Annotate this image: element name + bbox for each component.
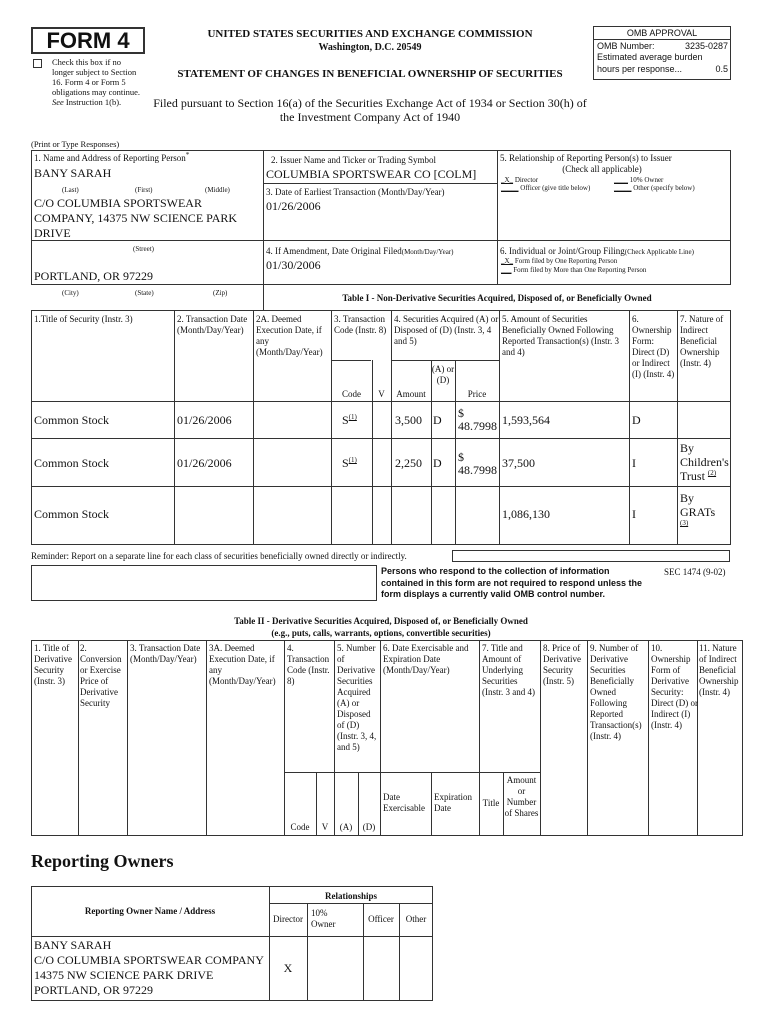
omb-hours-label: hours per response... xyxy=(597,64,683,74)
table1-title: Table I - Non-Derivative Securities Acquired, Disposed of, or Beneficially Owned xyxy=(342,293,652,303)
table2-subtitle: (e.g., puts, calls, warrants, options, convertible securities) xyxy=(271,628,491,638)
t2-h-underlying: 7. Title and Amount of Underlying Securities (Instr. 3 and 4) xyxy=(482,643,535,697)
group-opt1-text: Form filed by One Reporting Person xyxy=(514,257,618,265)
reporting-address-3: DRIVE xyxy=(34,226,71,240)
owner10-option: 10% Owner xyxy=(629,176,664,184)
t1-r2-nature xyxy=(680,441,732,483)
t1-r3-nature-text: By GRATs xyxy=(680,491,716,519)
t2-h-number: 5. Number of Derivative Securities Acquired (A) or Disposed of (D) (Instr. 3, 4, and 5) xyxy=(337,643,377,752)
officer-mark: _____ xyxy=(501,184,519,192)
amendment-label xyxy=(266,246,454,257)
t1-r2-aord: D xyxy=(433,456,442,470)
issuer-label: 2. Issuer Name and Ticker or Trading Symbol xyxy=(271,155,436,165)
t2-h-deemed: 3A. Deemed Execution Date, if any (Month/Day/Year) xyxy=(209,643,276,686)
t1-r2-code xyxy=(342,456,357,470)
t1-r1-footnote[interactable]: (1) xyxy=(348,413,357,421)
owner10-mark: ____ xyxy=(614,176,628,184)
t1-h-amount: Amount xyxy=(396,389,426,399)
omb-hours-row xyxy=(594,64,730,76)
t1-r1-code-val: S xyxy=(342,413,349,427)
t1-r3-owned: 1,086,130 xyxy=(502,507,550,521)
t1-h-nature: 7. Nature of Indirect Beneficial Ownership (Instr. 4) xyxy=(680,314,724,368)
group-filing-label xyxy=(500,246,694,257)
omb-number-label: OMB Number: xyxy=(597,41,655,51)
t1-r1-owned: 1,593,564 xyxy=(502,413,550,427)
t1-r2-nature-footnote[interactable]: (2) xyxy=(707,469,717,477)
director-mark: _X_ xyxy=(501,176,514,184)
group-opt1-mark: _X_ xyxy=(501,257,514,265)
first-label: (First) xyxy=(135,186,153,194)
group-opt2-mark: ___ xyxy=(501,266,512,274)
ro-col-name: Reporting Owner Name / Address xyxy=(84,906,216,916)
t1-h-deemed: 2A. Deemed Execution Date, if any (Month/Day/Year) xyxy=(256,314,323,357)
reporting-city-state: PORTLAND, OR 97229 xyxy=(34,269,153,283)
relationship-label: 5. Relationship of Reporting Person(s) to Issuer xyxy=(500,153,672,163)
t1-h-owned: 5. Amount of Securities Beneficially Owned Following Reported Transaction(s) (Instr. 3 and 4) xyxy=(502,314,619,357)
t1-r2-footnote[interactable]: (1) xyxy=(348,456,357,464)
group-filing-label-small: (Check Applicable Line) xyxy=(624,248,694,256)
ro-row1-line3: 14375 NW SCIENCE PARK DRIVE xyxy=(34,968,214,982)
t1-r3-title: Common Stock xyxy=(34,507,110,521)
reporting-person-label-text: 1. Name and Address of Reporting Person xyxy=(34,153,186,163)
t1-r1-form: D xyxy=(632,413,641,427)
t1-r3-nature xyxy=(680,491,730,533)
ro-col-owner10: 10% Owner xyxy=(311,908,336,929)
ro-row1-director: X xyxy=(283,961,293,975)
earliest-txn-label: 3. Date of Earliest Transaction (Month/Day/Year) xyxy=(266,187,445,197)
t1-h-code-sub: Code xyxy=(342,389,361,399)
statement-title: STATEMENT OF CHANGES IN BENEFICIAL OWNERSHIP OF SECURITIES xyxy=(177,68,563,80)
t2-h-amount-shares: Amount or Number of Shares xyxy=(504,775,539,818)
reminder-bar xyxy=(452,550,730,562)
t1-r2-amount: 2,250 xyxy=(395,456,422,470)
t1-r2-code-val: S xyxy=(342,456,349,470)
form-title-box xyxy=(31,27,145,54)
ro-col-officer: Officer xyxy=(368,914,394,924)
ro-row1-line2: C/O COLUMBIA SPORTSWEAR COMPANY xyxy=(34,953,264,967)
t1-r2-nature-text: By Children's Trust xyxy=(680,441,729,483)
agency-name: UNITED STATES SECURITIES AND EXCHANGE COMMISSION xyxy=(207,28,533,40)
t2-h-date: 3. Transaction Date (Month/Day/Year) xyxy=(130,643,201,664)
t2-h-a: (A) xyxy=(339,822,353,832)
earliest-txn-value: 01/26/2006 xyxy=(266,199,321,213)
t1-h-form: 6. Ownership Form: Direct (D) or Indirect (I) (Instr. 4) xyxy=(632,314,675,379)
middle-label: (Middle) xyxy=(205,186,230,194)
t2-h-exercisable: 6. Date Exercisable and Expiration Date (Month/Day/Year) xyxy=(383,643,469,675)
reporting-person-label-mark: * xyxy=(185,151,190,159)
t1-r1-aord: D xyxy=(433,413,442,427)
filed-pursuant-line-1: Filed pursuant to Section 16(a) of the Securities Exchange Act of 1934 or Section 30(h) of xyxy=(153,96,587,110)
last-label: (Last) xyxy=(62,186,79,194)
t1-h-v: V xyxy=(378,389,385,399)
omb-number-value: 3235-0287 xyxy=(684,41,728,51)
t2-h-code: 4. Transaction Code (Instr. 8) xyxy=(287,643,330,686)
t2-h-d: (D) xyxy=(362,822,376,832)
t1-h-aord: (A) or (D) xyxy=(431,364,455,385)
omb-approval-box xyxy=(593,26,731,80)
no-longer-subject-checkbox[interactable] xyxy=(33,59,42,68)
t2-h-owned: 9. Number of Derivative Securities Beneficially Owned Following Reported Transaction(s) (Instr. 4) xyxy=(590,643,642,741)
filed-pursuant-line-2: the Investment Company Act of 1940 xyxy=(279,110,461,124)
form-title: FORM 4 xyxy=(46,28,130,53)
t1-r1-title: Common Stock xyxy=(34,413,110,427)
checkbox-text-main: Check this box if no longer subject to Section 16. Form 4 or Form 5 obligations may continue. xyxy=(52,57,141,97)
print-note: (Print or Type Responses) xyxy=(31,139,120,149)
t1-h-date: 2. Transaction Date (Month/Day/Year) xyxy=(177,314,248,335)
t1-r1-price-sym: $ xyxy=(458,406,464,420)
amendment-value: 01/30/2006 xyxy=(266,258,321,272)
t1-r2-form: I xyxy=(632,456,636,470)
other-mark: _____ xyxy=(614,184,632,192)
relationship-other xyxy=(614,184,695,193)
director-option: Director xyxy=(514,176,539,184)
reporting-address-2: COMPANY, 14375 NW SCIENCE PARK xyxy=(34,211,238,225)
reporting-owners-heading: Reporting Owners xyxy=(31,851,174,871)
reporting-address-1: C/O COLUMBIA SPORTSWEAR xyxy=(34,196,202,210)
t1-r2-date: 01/26/2006 xyxy=(177,456,232,470)
ro-row1-line1: BANY SARAH xyxy=(34,938,112,952)
t1-h-acquired: 4. Securities Acquired (A) or Disposed of (D) (Instr. 3, 4 and 5) xyxy=(394,314,499,346)
other-option: Other (specify below) xyxy=(633,184,695,192)
street-label: (Street) xyxy=(133,245,154,253)
t1-r1-price: 48.7998 xyxy=(458,419,497,433)
t1-r2-price: 48.7998 xyxy=(458,463,497,477)
city-label: (City) xyxy=(62,289,79,297)
t1-r2-owned: 37,500 xyxy=(502,456,535,470)
reporting-person-label xyxy=(34,153,189,164)
t1-r2-title: Common Stock xyxy=(34,456,110,470)
sec-code: SEC 1474 (9-02) xyxy=(664,567,726,577)
agency-location: Washington, D.C. 20549 xyxy=(318,42,422,53)
ro-row1-line4: PORTLAND, OR 97229 xyxy=(34,983,153,997)
t2-h-title: 1. Title of Derivative Security (Instr. 3) xyxy=(34,643,72,686)
officer-option: Officer (give title below) xyxy=(520,184,591,192)
relationship-sub: (Check all applicable) xyxy=(562,164,642,174)
t1-r1-code xyxy=(342,413,357,427)
group-filing-label-text: 6. Individual or Joint/Group Filing xyxy=(500,246,625,256)
state-label: (State) xyxy=(135,289,154,297)
t1-h-price: Price xyxy=(467,389,487,399)
group-filing-opt1 xyxy=(501,257,617,266)
t2-h-code-sub: Code xyxy=(290,822,310,832)
t1-r3-form: I xyxy=(632,507,636,521)
t2-h-form: 10. Ownership Form of Derivative Security: Direct (D) or Indirect (I) (Instr. 4) xyxy=(651,643,698,730)
omb-burden-label: Estimated average burden xyxy=(597,52,703,62)
t1-h-title: 1.Title of Security (Instr. 3) xyxy=(34,314,133,324)
t2-h-price: 8. Price of Derivative Security (Instr. 5) xyxy=(543,643,581,686)
checkbox-see: See xyxy=(52,97,64,107)
amendment-label-text: 4. If Amendment, Date Original Filed xyxy=(266,246,402,256)
group-filing-opt2 xyxy=(501,266,646,275)
reporting-person-name: BANY SARAH xyxy=(34,166,112,180)
t2-h-nature: 11. Nature of Indirect Beneficial Ownership (Instr. 4) xyxy=(699,643,739,697)
table2-title: Table II - Derivative Securities Acquired, Disposed of, or Beneficially Owned xyxy=(234,616,528,626)
t2-h-v: V xyxy=(321,822,329,832)
reminder-blank-box xyxy=(31,565,377,601)
omb-hours-value: 0.5 xyxy=(715,64,728,74)
relationship-officer xyxy=(501,184,590,193)
ro-col-director: Director xyxy=(273,914,303,924)
checkbox-instruction: Instruction 1(b). xyxy=(65,97,122,107)
ro-col-other: Other xyxy=(405,914,427,924)
ro-relationships: Relationships xyxy=(324,891,377,901)
t2-h-conversion: 2. Conversion or Exercise Price of Derivative Security xyxy=(80,643,122,708)
t2-h-date-exercisable: Date Exercisable xyxy=(383,792,425,813)
t2-h-title-sub: Title xyxy=(482,798,500,808)
persons-notice: Persons who respond to the collection of information contained in this form are not required to respond unless the form displays a currently valid OMB control number. xyxy=(381,566,643,599)
zip-label: (Zip) xyxy=(213,289,228,297)
amendment-label-small: (Month/Day/Year) xyxy=(401,248,454,256)
checkbox-text xyxy=(52,57,144,107)
omb-title: OMB APPROVAL xyxy=(594,27,730,40)
issuer-value: COLUMBIA SPORTSWEAR CO [COLM] xyxy=(266,167,477,181)
t1-r1-date: 01/26/2006 xyxy=(177,413,232,427)
t1-r1-amount: 3,500 xyxy=(395,413,422,427)
t1-r2-price-sym: $ xyxy=(458,450,464,464)
group-opt2-text: Form filed by More than One Reporting Person xyxy=(513,266,647,274)
t1-r3-nature-footnote[interactable]: (3) xyxy=(680,519,689,527)
t2-h-expiration: Expiration Date xyxy=(434,792,472,813)
reminder-text: Reminder: Report on a separate line for each class of securities beneficially owned directly or indirectly. xyxy=(31,551,407,561)
omb-number-row xyxy=(594,40,730,52)
t1-h-code: 3. Transaction Code (Instr. 8) xyxy=(334,314,387,335)
